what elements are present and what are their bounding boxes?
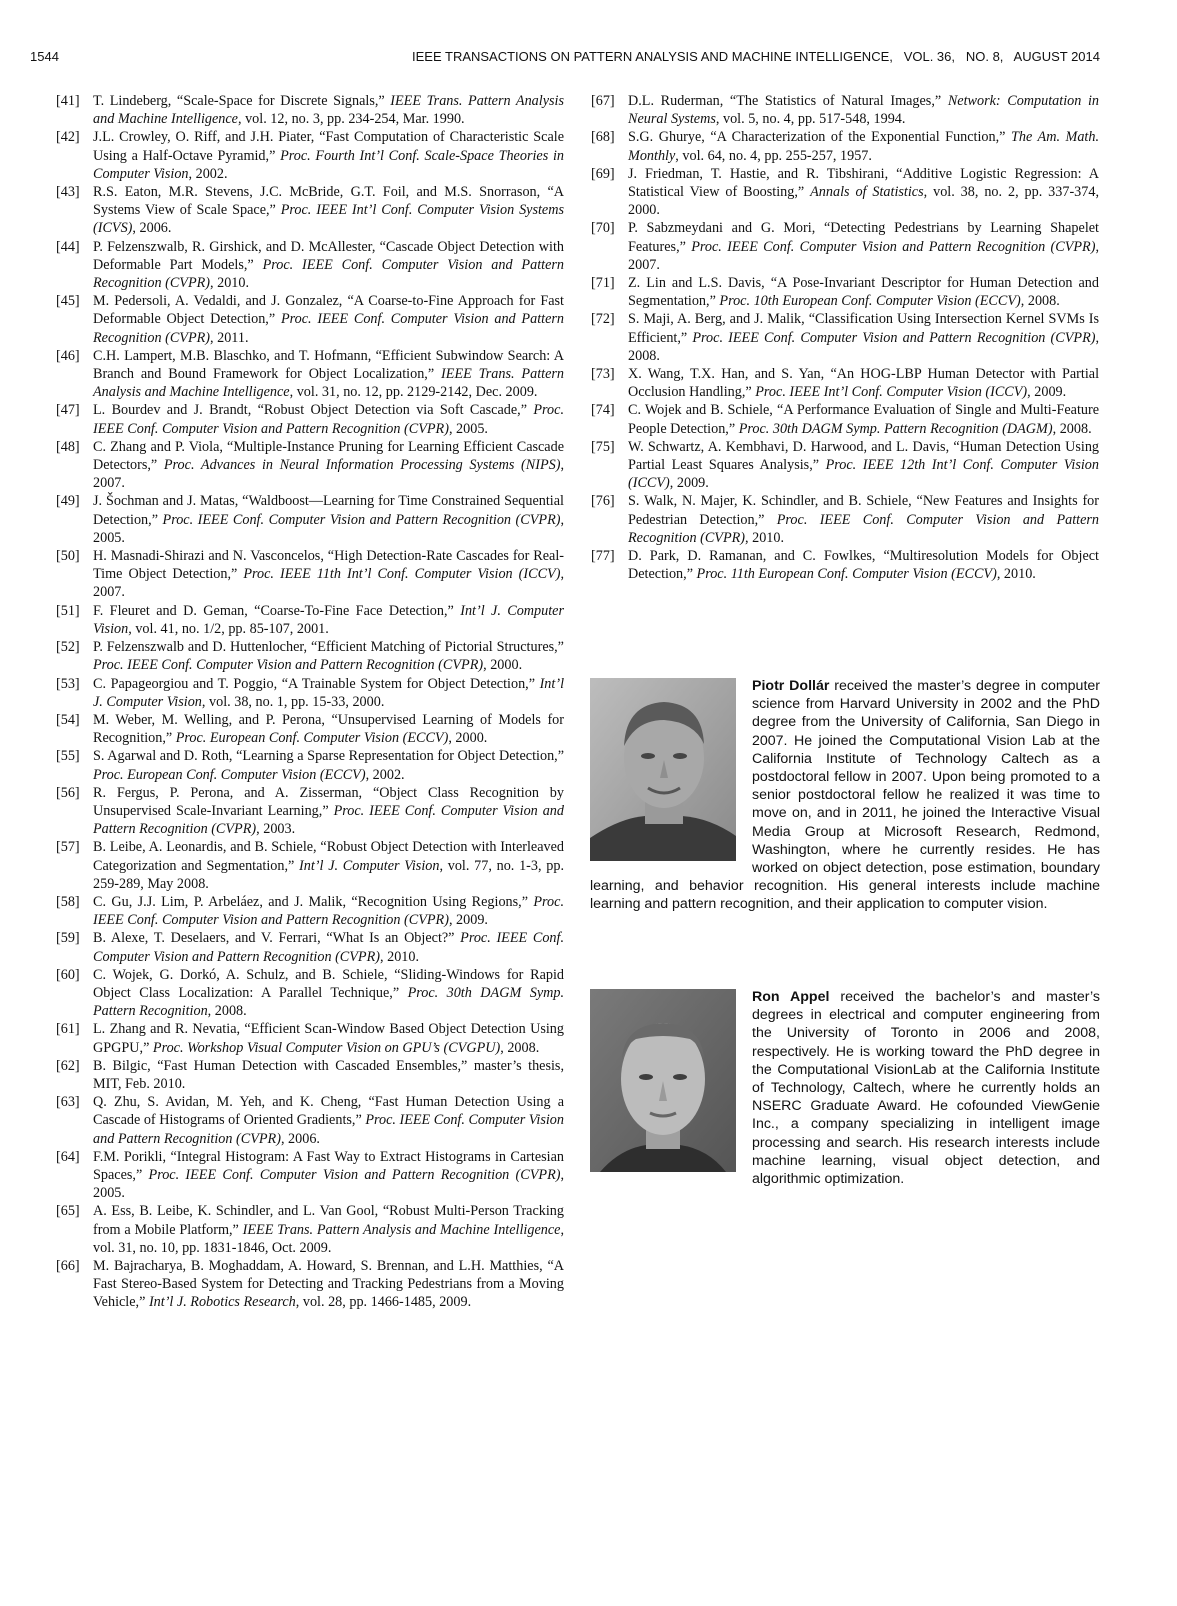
reference-authors: Q. Zhu, S. Avidan, M. Yeh, and K. Cheng, <box>93 1094 369 1111</box>
reference-title: “Multiresolution Models for Object Detection,” <box>628 548 1099 583</box>
author-photo-dollar <box>590 678 736 861</box>
reference-item <box>58 784 564 839</box>
reference-number: [57] <box>56 839 80 856</box>
reference-venue: Proc. 30th DAGM Symp. Pattern Recognition <box>93 984 564 1020</box>
reference-number: [53] <box>56 675 80 692</box>
reference-authors: P. Felzenszwalb, R. Girshick, and D. McAllester, <box>93 238 380 255</box>
reference-number: [48] <box>56 438 80 455</box>
reference-authors: S. Walk, N. Majer, K. Schindler, and B. Schiele, <box>628 493 917 510</box>
reference-venue: Proc. IEEE Int’l Conf. Computer Vision (ICCV) <box>755 384 1028 401</box>
reference-item <box>58 238 564 293</box>
reference-details: , vol. 31, no. 12, pp. 2129-2142, Dec. 2009. <box>289 384 538 401</box>
reference-authors: C. Zhang and P. Viola, <box>93 438 228 455</box>
reference-item <box>593 165 1099 220</box>
reference-item <box>593 401 1099 437</box>
reference-item <box>58 183 564 238</box>
reference-venue: Proc. IEEE 12th Int’l Conf. Computer Vision (ICCV) <box>628 457 1099 492</box>
reference-venue: Proc. Fourth Int’l Conf. Scale-Space Theories in Computer Vision <box>93 147 564 182</box>
reference-authors: C. Gu, J.J. Lim, P. Arbeláez, and J. Malik, <box>93 893 352 910</box>
reference-details: , 2010. <box>996 566 1036 583</box>
reference-authors: B. Alexe, T. Deselaers, and V. Ferrari, <box>93 930 327 947</box>
reference-details: , 2005. <box>448 420 488 437</box>
reference-details: , 2010. <box>745 529 785 546</box>
reference-venue: Proc. IEEE Conf. Computer Vision and Pattern Recognition (CVPR) <box>162 511 561 528</box>
reference-item <box>58 1020 564 1056</box>
reference-title: “Object Class Recognition by Unsupervised Scale-Invariant Learning,” <box>93 784 564 819</box>
reference-details: , 2008. <box>1020 293 1060 310</box>
reference-authors: P. Sabzmeydani and G. Mori, <box>628 220 824 237</box>
reference-authors: B. Leibe, A. Leonardis, and B. Schiele, <box>93 839 321 856</box>
reference-authors: P. Felzenszwalb and D. Huttenlocher, <box>93 639 311 656</box>
reference-item <box>593 219 1099 274</box>
reference-venue: Int’l J. Computer Vision <box>93 675 565 710</box>
reference-details: , 2007. <box>628 238 1099 273</box>
reference-title: “Learning a Sparse Representation for Object Detection,” <box>236 748 565 765</box>
reference-venue: Proc. 11th European Conf. Computer Vision (ECCV) <box>696 566 997 583</box>
reference-venue: Proc. IEEE Conf. Computer Vision and Pattern Recognition (CVPR) <box>93 402 564 437</box>
reference-number: [68] <box>591 129 615 146</box>
reference-venue: Proc. IEEE Conf. Computer Vision and Pattern Recognition (CVPR) <box>93 930 564 965</box>
reference-title: “Unsupervised Learning of Models for Recognition,” <box>93 711 564 747</box>
reference-venue: Proc. IEEE Conf. Computer Vision and Pattern Recognition (CVPR) <box>148 1166 561 1183</box>
references-right-column <box>593 92 1099 583</box>
reference-number: [47] <box>56 402 80 419</box>
reference-title: “High Detection-Rate Cascades for Real-Time Object Detection,” <box>93 548 564 583</box>
reference-number: [67] <box>591 93 615 109</box>
reference-venue: Int’l J. Computer Vision <box>299 857 440 874</box>
reference-venue: IEEE Trans. Pattern Analysis and Machine Intelligence <box>93 93 564 128</box>
reference-details: , 2002. <box>365 766 405 783</box>
reference-number: [56] <box>56 784 80 801</box>
reference-details: , 2006. <box>132 220 172 237</box>
reference-item <box>58 893 564 929</box>
reference-authors: C. Wojek and B. Schiele, <box>628 402 778 419</box>
reference-number: [58] <box>56 893 80 910</box>
reference-title: “What Is an Object?” <box>326 930 461 947</box>
reference-number: [49] <box>56 493 80 510</box>
reference-number: [74] <box>591 402 615 419</box>
reference-venue: Proc. 30th DAGM Symp. Pattern Recognition (DAGM) <box>738 420 1053 437</box>
reference-item <box>58 492 564 547</box>
reference-venue: IEEE Trans. Pattern Analysis and Machine Intelligence <box>242 1221 561 1238</box>
reference-title: “A Fast Stereo-Based System for Detecting and Tracking Pedestrians from a Moving Vehicle,” <box>93 1258 564 1311</box>
reference-number: [54] <box>56 711 80 728</box>
reference-item <box>593 128 1099 164</box>
reference-item <box>58 602 564 638</box>
reference-venue: Proc. IEEE Conf. Computer Vision and Pattern Recognition (CVPR) <box>93 256 564 292</box>
reference-details: , 2008. <box>500 1039 540 1056</box>
reference-authors: D. Park, D. Ramanan, and C. Fowlkes, <box>628 548 884 565</box>
reference-item <box>58 838 564 893</box>
reference-title: “Waldboost—Learning for Time Constrained Sequential Detection,” <box>93 493 564 528</box>
reference-authors: C. Wojek, G. Dorkó, A. Schulz, and B. Schiele, <box>93 966 395 983</box>
reference-venue: Proc. IEEE Conf. Computer Vision and Pattern Recognition (CVPR) <box>692 329 1096 346</box>
reference-number: [76] <box>591 493 615 510</box>
reference-authors: C.H. Lampert, M.B. Blaschko, and T. Hofmann, <box>93 347 376 364</box>
reference-authors: L. Bourdev and J. Brandt, <box>93 402 258 419</box>
page-number: 1544 <box>30 49 59 64</box>
reference-venue: Proc. 10th European Conf. Computer Vision (ECCV) <box>719 293 1021 310</box>
reference-details: , vol. 31, no. 10, pp. 1831-1846, Oct. 2009. <box>93 1221 564 1256</box>
reference-venue: Proc. IEEE Conf. Computer Vision and Pattern Recognition (CVPR) <box>93 657 484 674</box>
reference-authors: J. Friedman, T. Hastie, and R. Tibshirani, <box>628 165 897 182</box>
reference-title: “Detecting Pedestrians by Learning Shapelet Features,” <box>628 220 1099 255</box>
reference-number: [73] <box>591 366 615 383</box>
reference-title: “New Features and Insights for Pedestrian Detection,” <box>628 493 1100 528</box>
reference-item <box>58 1093 564 1148</box>
reference-authors: H. Masnadi-Shirazi and N. Vasconcelos, <box>93 548 328 565</box>
reference-authors: S. Agarwal and D. Roth, <box>93 748 237 765</box>
reference-title: “Fast Human Detection Using a Cascade of Histograms of Oriented Gradients,” <box>93 1094 564 1129</box>
reference-details: , vol. 41, no. 1/2, pp. 85-107, 2001. <box>128 620 329 637</box>
reference-item <box>593 310 1099 365</box>
reference-details: , 2006. <box>280 1130 320 1147</box>
reference-venue: Proc. IEEE 11th Int’l Conf. Computer Vision (ICCV) <box>243 566 561 583</box>
reference-title: “Multiple-Instance Pruning for Learning Efficient Cascade Detectors,” <box>93 438 564 474</box>
reference-details: , 2008. <box>1052 420 1092 437</box>
reference-item <box>58 675 564 711</box>
reference-title: “Robust Multi-Person Tracking from a Mobile Platform,” <box>93 1203 564 1238</box>
reference-details: , 2011. <box>210 329 249 346</box>
reference-title: “Fast Computation of Characteristic Scale Using a Half-Octave Pyramid,” <box>93 129 565 164</box>
reference-item <box>58 1057 564 1093</box>
reference-venue: Proc. IEEE Conf. Computer Vision and Pattern Recognition (CVPR) <box>93 802 564 838</box>
reference-venue: Proc. IEEE Int’l Conf. Computer Vision Systems (ICVS) <box>93 202 564 237</box>
reference-details: master’s thesis, MIT, Feb. 2010. <box>93 1057 564 1092</box>
reference-number: [72] <box>591 311 615 328</box>
reference-number: [41] <box>56 93 80 109</box>
reference-venue: Proc. European Conf. Computer Vision (ECCV) <box>175 730 449 747</box>
reference-title: “A Pose-Invariant Descriptor for Human Detection and Segmentation,” <box>628 275 1099 310</box>
reference-title: “Additive Logistic Regression: A Statistical View of Boosting,” <box>628 165 1099 201</box>
reference-title: “A Performance Evaluation of Single and Multi-Feature People Detection,” <box>628 402 1100 437</box>
reference-number: [55] <box>56 748 80 765</box>
reference-title: “An HOG-LBP Human Detector with Partial Occlusion Handling,” <box>628 366 1100 401</box>
reference-authors: B. Bilgic, <box>93 1057 158 1074</box>
reference-venue: Annals of Statistics <box>810 184 924 201</box>
reference-item <box>593 365 1099 401</box>
reference-number: [61] <box>56 1021 80 1038</box>
author-bio-text-dollar: received the master’s degree in computer science from Harvard University in 2002 and the PhD degree from the University of California, San Diego in 2007. He joined the Computational Vision Lab at the California Institute of Technology Caltech as a postdoctoral fellow in 2007. Upon being promoted to a senior postdoctoral fellow he realized it was time to move on, and in 2011, he joined the Interactive Visual Media Group at Microsoft Research, Redmond, Washington, where he currently resides. He has worked on object detection, pose estimation, boundary learning, and behavior recognition. His general interests include machine learning and pattern recognition, and their application to computer vision. <box>590 678 1101 913</box>
reference-number: [71] <box>591 275 615 292</box>
reference-details: , vol. 5, no. 4, pp. 517-548, 1994. <box>715 111 906 128</box>
reference-title: “Scale-Space for Discrete Signals,” <box>176 93 391 109</box>
reference-details: , 2009. <box>448 912 488 929</box>
reference-details: , 2002. <box>188 165 228 182</box>
reference-authors: R.S. Eaton, M.R. Stevens, J.C. McBride, G.T. Foil, and M.S. Snorrason, <box>93 184 548 201</box>
reference-number: [66] <box>56 1258 80 1274</box>
author-photo-appel <box>590 989 736 1172</box>
reference-item <box>58 711 564 747</box>
reference-number: [59] <box>56 930 80 947</box>
reference-details: , 2010. <box>380 948 420 965</box>
reference-title: “A Trainable System for Object Detection,” <box>281 675 540 692</box>
reference-item <box>58 547 564 602</box>
references-left-column <box>58 92 564 1312</box>
reference-item <box>58 929 564 965</box>
reference-authors: D.L. Ruderman, <box>628 93 730 109</box>
reference-title: “A Characterization of the Exponential Function,” <box>710 129 1011 146</box>
reference-details: , 2005. <box>93 1166 565 1202</box>
reference-title: “Recognition Using Regions,” <box>351 893 534 910</box>
reference-title: “Efficient Subwindow Search: A Branch and Bound Framework for Object Localization,” <box>93 347 564 383</box>
reference-number: [70] <box>591 220 615 237</box>
reference-item <box>593 92 1099 128</box>
reference-item <box>593 438 1099 493</box>
reference-authors: M. Bajracharya, B. Moghaddam, A. Howard, S. Brennan, and L.H. Matthies, <box>93 1258 548 1274</box>
reference-number: [45] <box>56 293 80 310</box>
reference-details: , 2007. <box>93 457 564 492</box>
reference-details: , vol. 38, no. 2, pp. 337-374, 2000. <box>628 184 1100 219</box>
reference-venue: Proc. Workshop Visual Computer Vision on GPU’s (CVGPU) <box>152 1039 501 1056</box>
reference-number: [75] <box>591 438 615 455</box>
reference-title: “Integral Histogram: A Fast Way to Extract Histograms in Cartesian Spaces,” <box>93 1148 564 1183</box>
reference-item <box>58 128 564 183</box>
reference-authors: S. Maji, A. Berg, and J. Malik, <box>628 311 809 328</box>
reference-authors: X. Wang, T.X. Han, and S. Yan, <box>628 366 831 383</box>
reference-details: , 2007. <box>93 566 564 601</box>
reference-details: , vol. 38, no. 1, pp. 15-33, 2000. <box>201 693 385 710</box>
reference-number: [62] <box>56 1057 80 1074</box>
reference-details: , 2000. <box>448 730 488 747</box>
reference-title: “Efficient Matching of Pictorial Structures,” <box>311 639 564 656</box>
reference-title: “Coarse-To-Fine Face Detection,” <box>254 602 461 619</box>
reference-item <box>58 638 564 674</box>
reference-venue: IEEE Trans. Pattern Analysis and Machine Intelligence <box>93 366 564 401</box>
reference-item <box>593 492 1099 547</box>
reference-number: [63] <box>56 1094 80 1111</box>
reference-authors: W. Schwartz, A. Kembhavi, D. Harwood, and L. Davis, <box>628 438 954 455</box>
reference-details: , 2009. <box>669 475 709 492</box>
reference-item <box>58 747 564 783</box>
author-name-dollar: Piotr Dollár <box>752 678 830 694</box>
reference-item <box>58 401 564 437</box>
reference-venue: Int’l J. Robotics Research <box>148 1294 296 1311</box>
reference-item <box>58 1257 564 1312</box>
reference-venue: Proc. IEEE Conf. Computer Vision and Pattern Recognition (CVPR) <box>93 893 564 929</box>
reference-title: “Fast Human Detection with Cascaded Ensembles,” <box>157 1057 474 1074</box>
reference-number: [77] <box>591 548 615 565</box>
reference-venue: Proc. IEEE Conf. Computer Vision and Pattern Recognition (CVPR) <box>93 1112 564 1147</box>
reference-details: , vol. 12, no. 3, pp. 234-254, Mar. 1990. <box>237 111 465 128</box>
reference-item <box>58 92 564 128</box>
reference-item <box>58 1202 564 1257</box>
reference-number: [65] <box>56 1203 80 1220</box>
reference-number: [42] <box>56 129 80 146</box>
author-name-appel: Ron Appel <box>752 989 830 1005</box>
reference-authors: R. Fergus, P. Perona, and A. Zisserman, <box>93 784 373 801</box>
author-bio-dollar <box>590 677 1100 914</box>
reference-title: “Classification Using Intersection Kernel SVMs Is Efficient,” <box>628 311 1100 346</box>
reference-item <box>593 274 1099 310</box>
reference-authors: Z. Lin and L.S. Davis, <box>628 275 771 292</box>
reference-item <box>58 1148 564 1203</box>
reference-item <box>593 547 1099 583</box>
reference-details: , 2005. <box>93 511 565 546</box>
reference-item <box>58 347 564 402</box>
reference-title: “Efficient Scan-Window Based Object Detection Using GPGPU,” <box>93 1021 564 1056</box>
reference-number: [51] <box>56 602 80 619</box>
reference-authors: M. Weber, M. Welling, and P. Perona, <box>93 711 332 728</box>
reference-number: [69] <box>591 165 615 182</box>
reference-venue: Proc. IEEE Conf. Computer Vision and Pattern Recognition (CVPR) <box>691 238 1096 255</box>
reference-authors: S.G. Ghurye, <box>628 129 711 146</box>
reference-venue: Proc. European Conf. Computer Vision (ECCV) <box>93 766 366 783</box>
reference-title: “Human Detection Using Partial Least Squares Analysis,” <box>628 438 1100 474</box>
reference-venue: Proc. IEEE Conf. Computer Vision and Pattern Recognition (CVPR) <box>93 311 564 346</box>
reference-venue: Network: Computation in Neural Systems <box>628 93 1099 128</box>
reference-authors: F.M. Porikli, <box>93 1148 171 1165</box>
reference-details: , 2008. <box>207 1003 247 1020</box>
reference-authors: J. Šochman and J. Matas, <box>93 493 243 510</box>
reference-number: [44] <box>56 238 80 255</box>
reference-authors: F. Fleuret and D. Geman, <box>93 602 255 619</box>
reference-authors: T. Lindeberg, <box>93 93 177 109</box>
reference-venue: The Am. Math. Monthly <box>628 129 1100 164</box>
reference-details: , vol. 77, no. 1-3, pp. 259-289, May 2008. <box>93 857 564 892</box>
reference-authors: J.L. Crowley, O. Riff, and J.H. Piater, <box>93 129 320 146</box>
reference-venue: Proc. Advances in Neural Information Processing Systems (NIPS) <box>163 457 561 474</box>
reference-title: “Robust Object Detection via Soft Cascade,” <box>257 402 534 419</box>
reference-venue: Int’l J. Computer Vision <box>93 602 564 637</box>
reference-number: [43] <box>56 184 80 201</box>
reference-item <box>58 966 564 1021</box>
reference-authors: A. Ess, B. Leibe, K. Schindler, and L. Van Gool, <box>93 1203 383 1220</box>
reference-number: [50] <box>56 548 80 565</box>
reference-title: “A Systems View of Scale Space,” <box>93 184 564 219</box>
reference-details: , 2009. <box>1027 384 1067 401</box>
reference-details: , vol. 64, no. 4, pp. 255-257, 1957. <box>675 147 872 164</box>
reference-number: [64] <box>56 1148 80 1165</box>
author-bio-appel <box>590 988 1100 1188</box>
reference-number: [46] <box>56 347 80 364</box>
reference-title: “The Statistics of Natural Images,” <box>729 93 948 109</box>
reference-number: [60] <box>56 966 80 983</box>
reference-venue: Proc. IEEE Conf. Computer Vision and Pattern Recognition (CVPR) <box>628 511 1099 546</box>
author-bio-text-appel: received the bachelor’s and master’s degrees in electrical and computer engineering from the University of Toronto in 2006 and 2008, respectively. He is working toward the PhD degree in the Computational VisionLab at the California Institute of Technology, Caltech, where he currently holds an NSERC Graduate Award. He cofounded ViewGenie Inc., a company specializing in intelligent image processing and search. His research interests include machine learning, visual object detection, and algorithmic optimization. <box>752 989 1101 1188</box>
reference-title: “Sliding-Windows for Rapid Object Class Localization: A Parallel Technique,” <box>93 966 565 1001</box>
reference-details: , 2008. <box>628 329 1100 364</box>
reference-details: , 2010. <box>210 275 250 292</box>
reference-item <box>58 438 564 493</box>
journal-header: IEEE TRANSACTIONS ON PATTERN ANALYSIS AND MACHINE INTELLIGENCE, VOL. 36, NO. 8, AUGUST 2014 <box>412 49 1100 64</box>
reference-item <box>58 292 564 347</box>
reference-title: “Robust Object Detection with Interleaved Categorization and Segmentation,” <box>93 839 564 874</box>
reference-title: “A Coarse-to-Fine Approach for Fast Deformable Object Detection,” <box>93 293 565 328</box>
reference-authors: L. Zhang and R. Nevatia, <box>93 1021 245 1038</box>
reference-details: , vol. 28, pp. 1466-1485, 2009. <box>295 1294 472 1311</box>
reference-details: , 2003. <box>256 821 296 838</box>
reference-number: [52] <box>56 639 80 656</box>
reference-authors: M. Pedersoli, A. Vedaldi, and J. Gonzalez, <box>93 293 348 310</box>
reference-details: , 2000. <box>483 657 523 674</box>
reference-authors: C. Papageorgiou and T. Poggio, <box>93 675 282 692</box>
reference-title: “Cascade Object Detection with Deformable Part Models,” <box>93 238 564 273</box>
